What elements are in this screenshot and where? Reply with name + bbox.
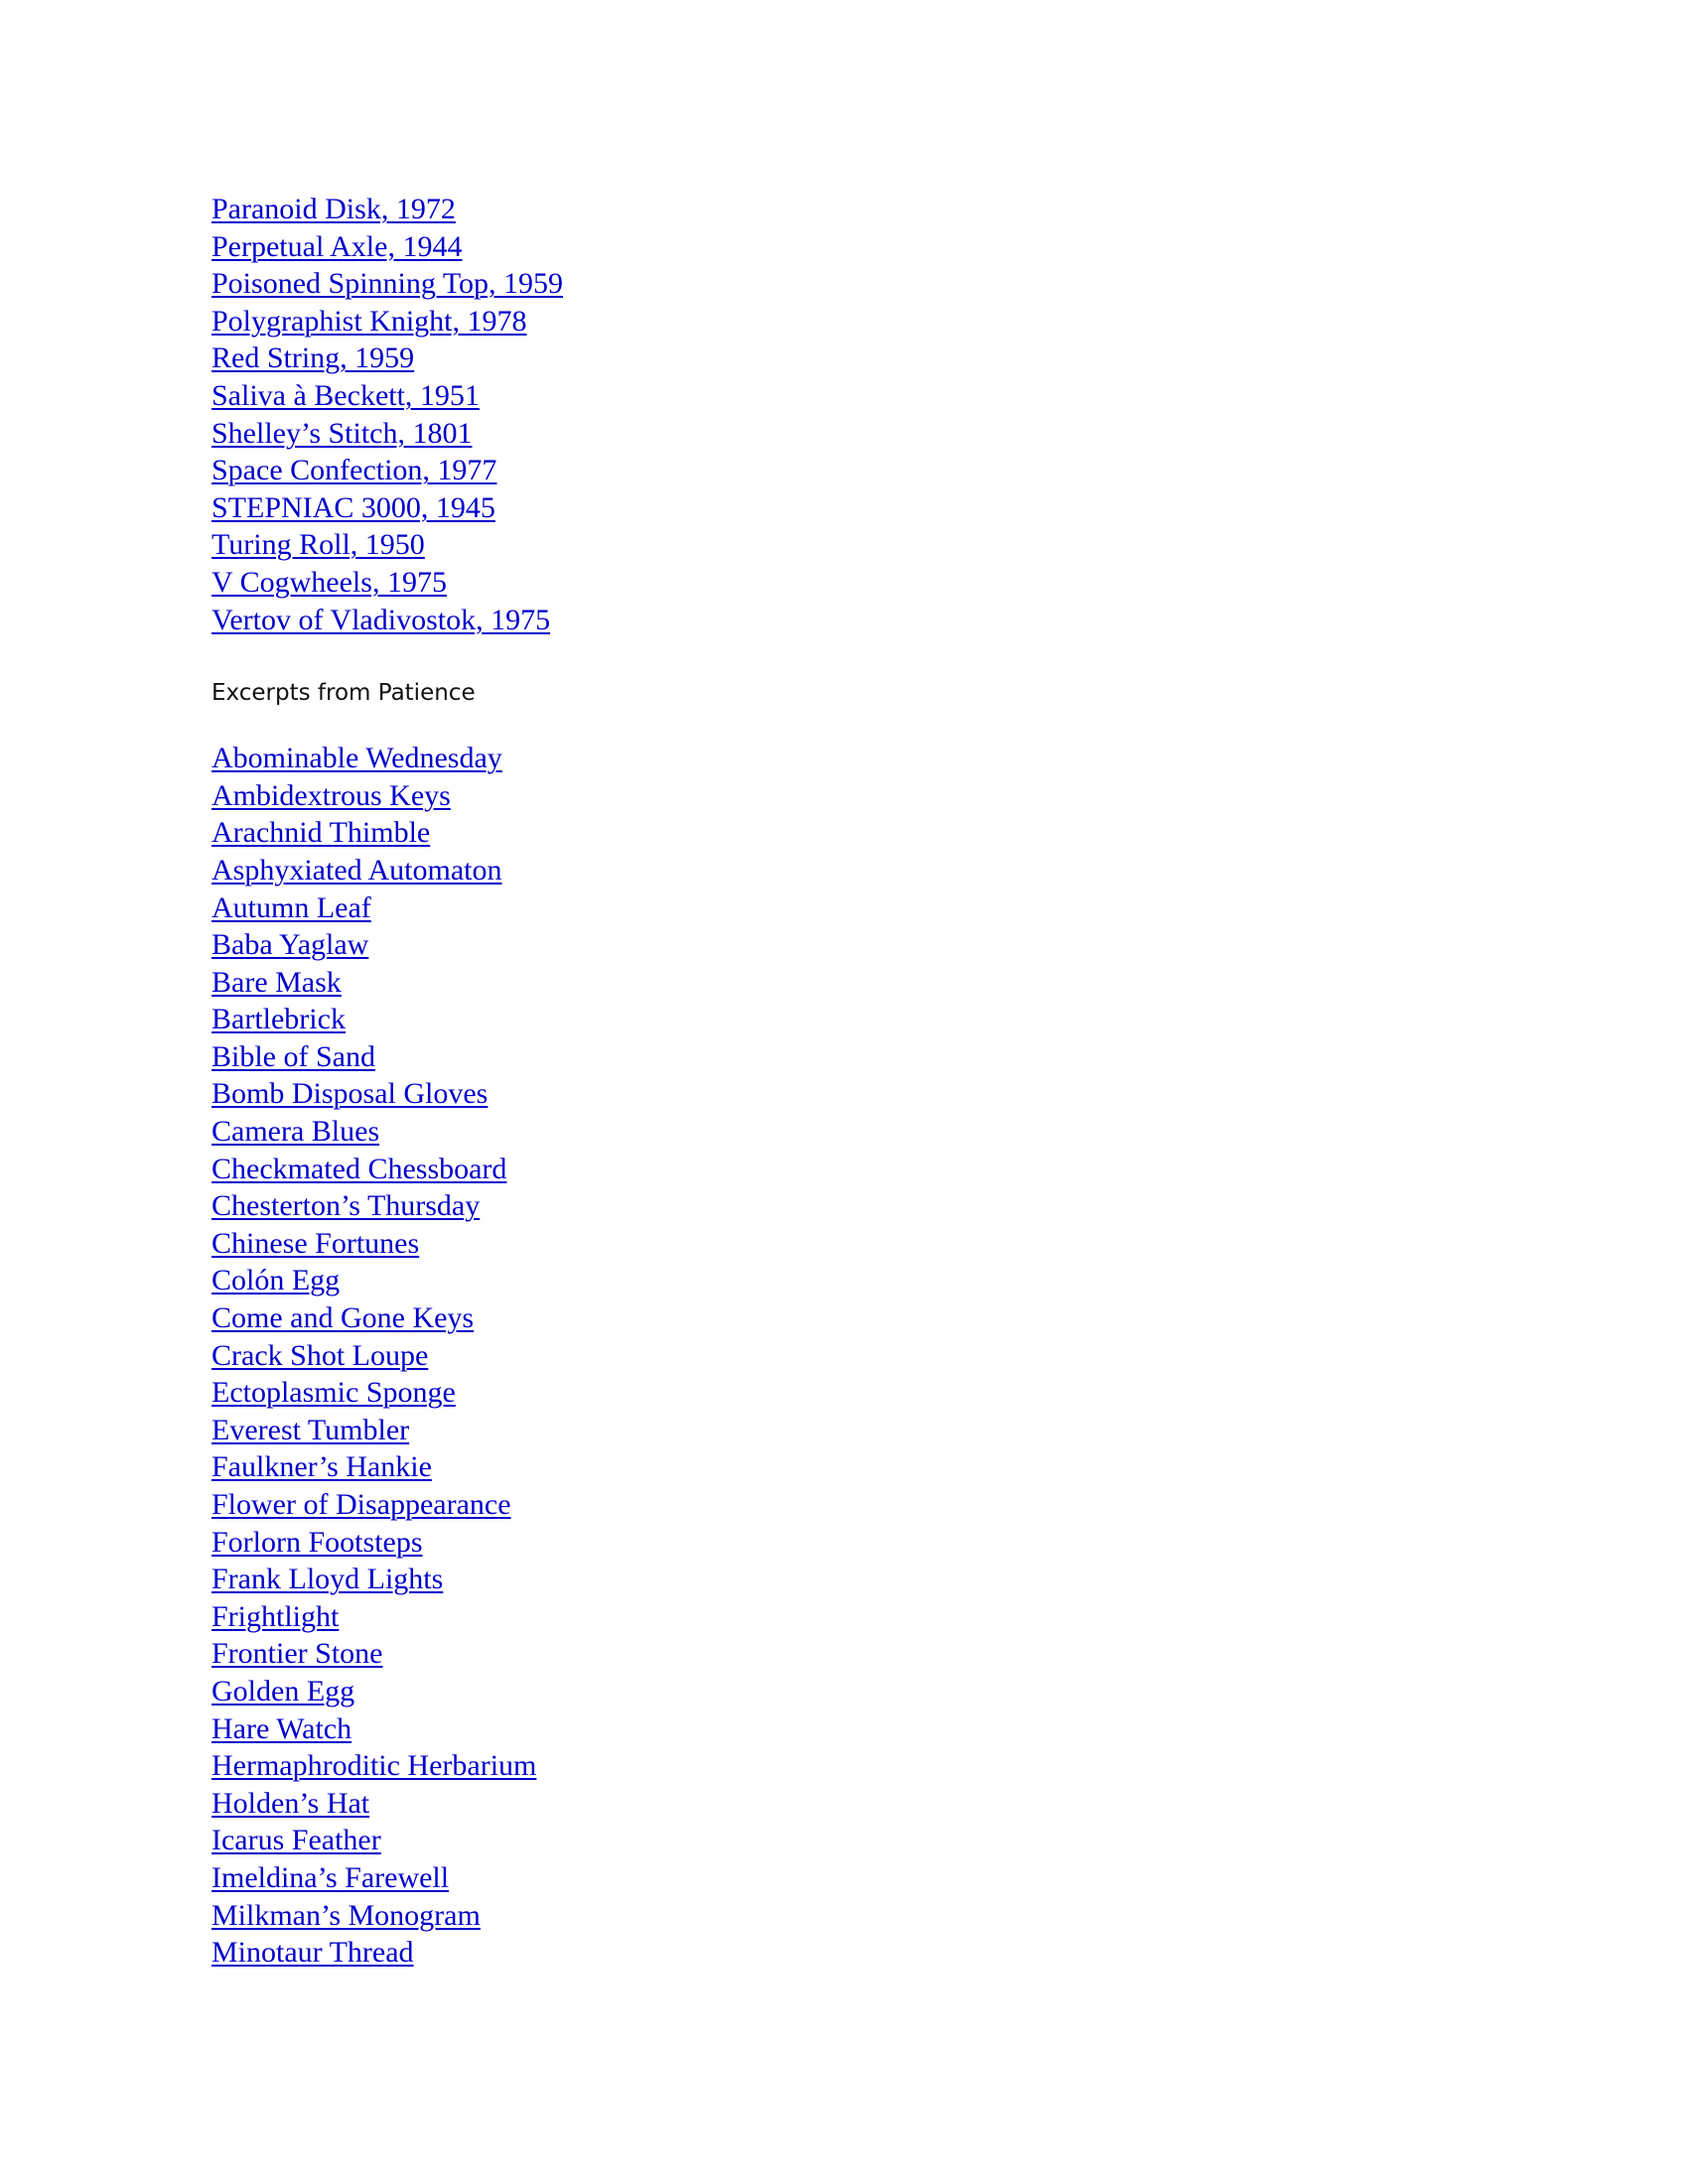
- excerpt-link[interactable]: Asphyxiated Automaton: [211, 853, 502, 887]
- excerpt-link[interactable]: Baba Yaglaw: [211, 928, 369, 962]
- excerpt-link[interactable]: Everest Tumbler: [211, 1413, 410, 1446]
- list-item: [211, 852, 1403, 889]
- list-item: [211, 1486, 1403, 1524]
- list-item: [211, 1075, 1403, 1113]
- list-item: [211, 489, 1403, 527]
- list-item: [211, 340, 1403, 377]
- excerpt-link[interactable]: Crack Shot Loupe: [211, 1338, 429, 1372]
- list-item: [211, 1038, 1403, 1076]
- list-item: [211, 564, 1403, 602]
- list-item: [211, 1225, 1403, 1263]
- excerpt-link[interactable]: Arachnid Thimble: [211, 816, 431, 850]
- list-item: [211, 1859, 1403, 1897]
- excerpt-link[interactable]: Camera Blues: [211, 1115, 380, 1149]
- list-item: [211, 1785, 1403, 1823]
- list-item: [211, 1635, 1403, 1673]
- excerpt-link[interactable]: Milkman’s Monogram: [211, 1898, 481, 1932]
- list-item: [211, 1374, 1403, 1412]
- excerpt-link[interactable]: Colón Egg: [211, 1264, 341, 1297]
- list-item: [211, 1412, 1403, 1449]
- list-item: [211, 814, 1403, 852]
- work-link[interactable]: Space Confection, 1977: [211, 454, 497, 487]
- list-item: [211, 602, 1403, 639]
- work-link[interactable]: Shelley’s Stitch, 1801: [211, 416, 473, 450]
- list-item: [211, 452, 1403, 489]
- excerpt-link[interactable]: Hare Watch: [211, 1711, 352, 1745]
- excerpt-link[interactable]: Icarus Feather: [211, 1824, 381, 1857]
- list-item: [211, 265, 1403, 303]
- excerpts-heading: Excerpts from Patience: [211, 680, 476, 707]
- list-item: [211, 1822, 1403, 1859]
- excerpt-link[interactable]: Bare Mask: [211, 965, 342, 999]
- work-link[interactable]: V Cogwheels, 1975: [211, 565, 447, 599]
- excerpt-link[interactable]: Frontier Stone: [211, 1637, 383, 1671]
- excerpt-link[interactable]: Hermaphroditic Herbarium: [211, 1749, 537, 1783]
- work-link[interactable]: Turing Roll, 1950: [211, 528, 425, 562]
- list-item: [211, 228, 1403, 266]
- list-item: [211, 303, 1403, 341]
- list-item: [211, 1151, 1403, 1188]
- list-item: [211, 964, 1403, 1002]
- excerpts-link-list: [211, 740, 1403, 1972]
- list-item: [211, 1673, 1403, 1710]
- excerpt-link[interactable]: Flower of Disappearance: [211, 1488, 511, 1521]
- excerpt-link[interactable]: Abominable Wednesday: [211, 742, 502, 775]
- work-link[interactable]: Saliva à Beckett, 1951: [211, 378, 480, 412]
- list-item: [211, 1524, 1403, 1562]
- excerpt-link[interactable]: Ectoplasmic Sponge: [211, 1376, 456, 1410]
- excerpt-link[interactable]: Imeldina’s Farewell: [211, 1860, 450, 1894]
- excerpt-link[interactable]: Ambidextrous Keys: [211, 778, 451, 812]
- work-link[interactable]: Perpetual Axle, 1944: [211, 229, 463, 263]
- works-link-list: [211, 191, 1403, 638]
- excerpt-link[interactable]: Faulkner’s Hankie: [211, 1450, 432, 1484]
- list-item: [211, 889, 1403, 927]
- list-item: [211, 1187, 1403, 1225]
- excerpt-link[interactable]: Bible of Sand: [211, 1039, 375, 1073]
- excerpt-link[interactable]: Bartlebrick: [211, 1003, 346, 1036]
- list-item: [211, 1448, 1403, 1486]
- excerpt-link[interactable]: Minotaur Thread: [211, 1936, 414, 1970]
- excerpt-link[interactable]: Checkmated Chessboard: [211, 1152, 507, 1185]
- excerpt-link[interactable]: Forlorn Footsteps: [211, 1525, 423, 1559]
- list-item: [211, 191, 1403, 228]
- excerpt-link[interactable]: Holden’s Hat: [211, 1786, 370, 1820]
- list-item: [211, 1934, 1403, 1972]
- list-item: [211, 1299, 1403, 1337]
- work-link[interactable]: STEPNIAC 3000, 1945: [211, 490, 495, 524]
- excerpt-link[interactable]: Frightlight: [211, 1599, 340, 1633]
- excerpt-link[interactable]: Frank Lloyd Lights: [211, 1563, 444, 1596]
- excerpt-link[interactable]: Chinese Fortunes: [211, 1226, 420, 1260]
- excerpt-link[interactable]: Bomb Disposal Gloves: [211, 1077, 489, 1111]
- list-item: [211, 1897, 1403, 1935]
- list-item: [211, 1001, 1403, 1038]
- list-item: [211, 1747, 1403, 1785]
- list-item: [211, 1337, 1403, 1375]
- work-link[interactable]: Poisoned Spinning Top, 1959: [211, 267, 564, 301]
- list-item: [211, 926, 1403, 964]
- list-item: [211, 740, 1403, 777]
- list-item: [211, 1710, 1403, 1748]
- list-item: [211, 1262, 1403, 1299]
- list-item: [211, 377, 1403, 415]
- work-link[interactable]: Polygraphist Knight, 1978: [211, 304, 527, 338]
- work-link[interactable]: Vertov of Vladivostok, 1975: [211, 603, 551, 636]
- work-link[interactable]: Red String, 1959: [211, 341, 415, 375]
- excerpt-link[interactable]: Chesterton’s Thursday: [211, 1189, 481, 1223]
- list-item: [211, 1561, 1403, 1598]
- list-item: [211, 415, 1403, 453]
- excerpt-link[interactable]: Come and Gone Keys: [211, 1301, 475, 1335]
- excerpt-link[interactable]: Autumn Leaf: [211, 890, 371, 924]
- work-link[interactable]: Paranoid Disk, 1972: [211, 193, 456, 225]
- excerpt-link[interactable]: Golden Egg: [211, 1674, 355, 1707]
- list-item: [211, 777, 1403, 815]
- document-page: [211, 191, 1403, 1972]
- list-item: [211, 1113, 1403, 1151]
- list-item: [211, 1598, 1403, 1636]
- list-item: [211, 526, 1403, 564]
